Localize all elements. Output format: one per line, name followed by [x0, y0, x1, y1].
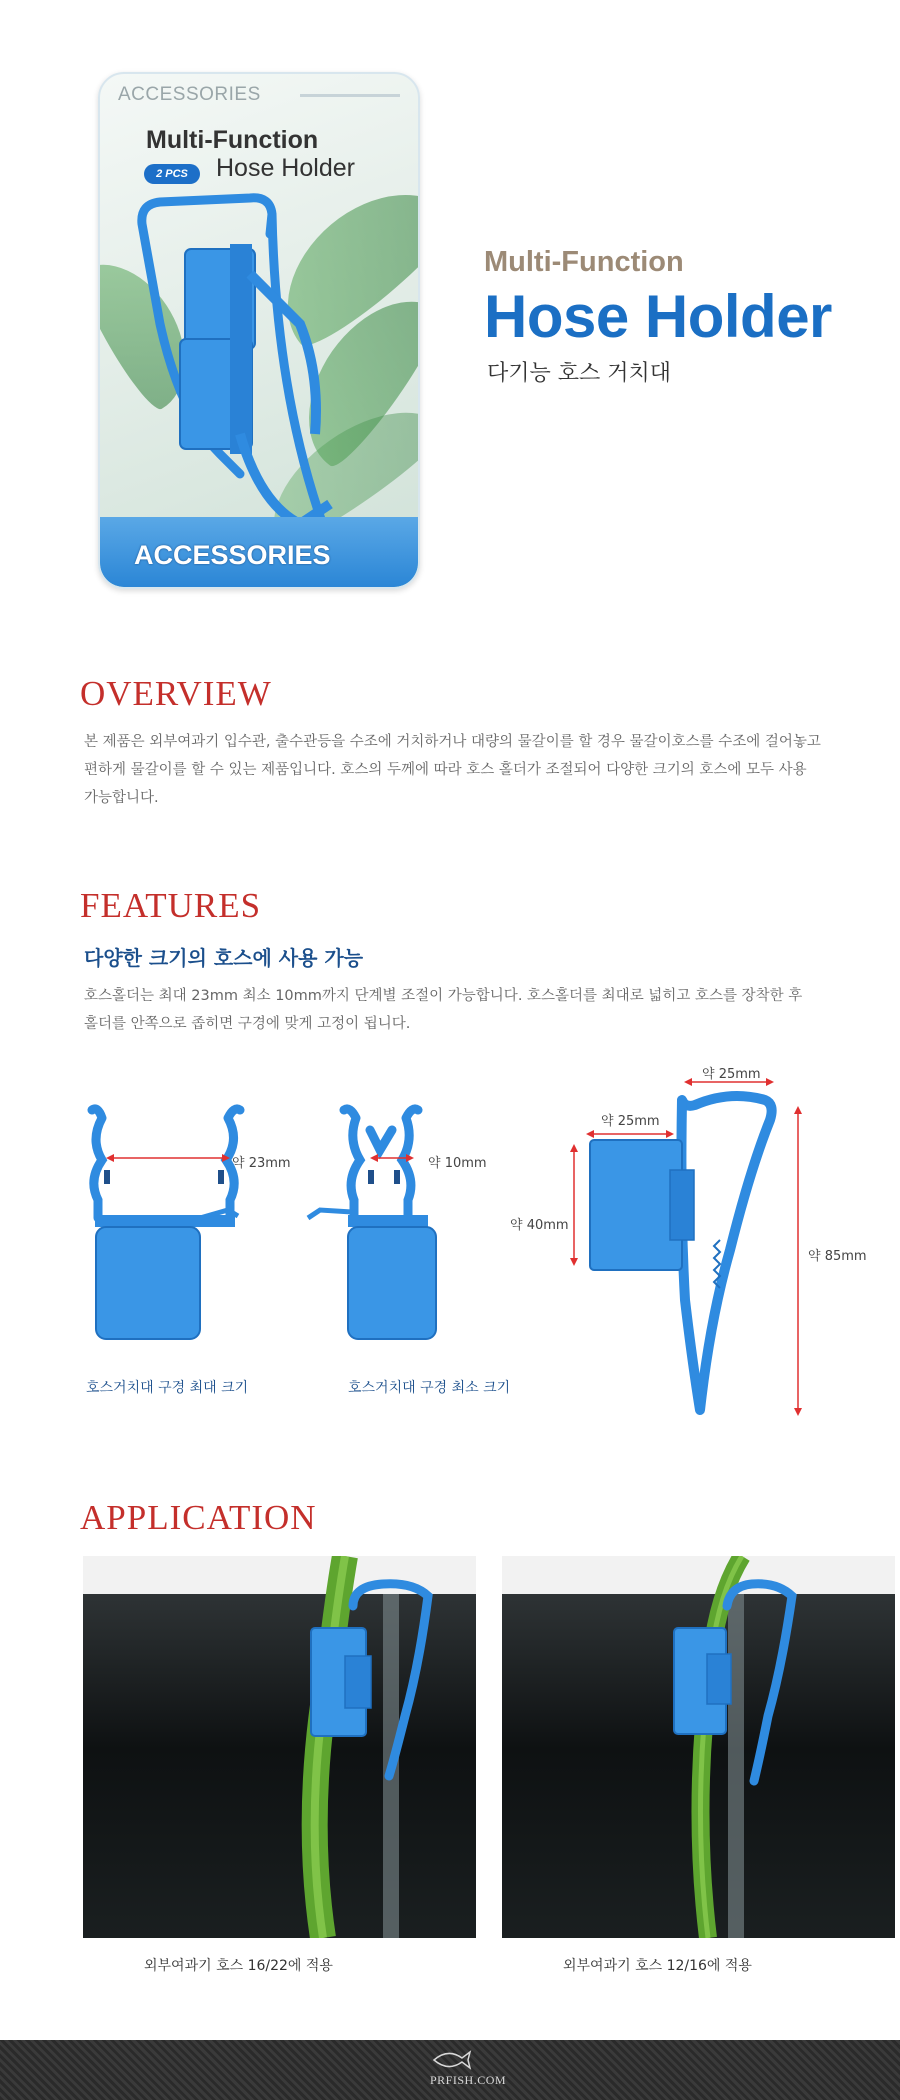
features-subheading: 다양한 크기의 호스에 사용 가능 [84, 946, 364, 970]
holder-min-opening-diagram [300, 1100, 480, 1350]
max-caption: 호스거치대 구경 최대 크기 [86, 1380, 249, 1396]
overview-heading: OVERVIEW [80, 674, 272, 713]
body-height-label: 약 40mm [510, 1218, 569, 1233]
overview-text [84, 728, 874, 812]
overview-line: 가능합니다. [84, 790, 159, 806]
package-top-label: ACCESSORIES [118, 84, 261, 105]
hero-korean-title: 다기능 호스 거치대 [487, 361, 672, 386]
pcs-badge: 2 PCS [144, 164, 200, 184]
max-dimension-label: 약 23mm [232, 1156, 291, 1171]
max-dimension-arrow [106, 1152, 230, 1164]
photo-2-caption: 외부여과기 호스 12/16에 적용 [563, 1958, 752, 1974]
min-dimension-arrow [370, 1152, 414, 1164]
total-height-label: 약 85mm [808, 1249, 867, 1264]
package-title-line2: Hose Holder [216, 154, 355, 182]
overview-line: 본 제품은 외부여과기 입수관, 출수관등을 수조에 거치하거나 대량의 물갈이를 할 경우 물갈이호스를 수조에 걸어놓고 [84, 734, 821, 750]
fish-logo-icon [430, 2046, 474, 2072]
features-line: 호스홀더는 최대 23mm 최소 10mm까지 단계별 조절이 가능합니다. 호스홀더를 최대로 넓히고 호스를 장착한 후 [84, 988, 803, 1004]
hose-holder-on-tank-icon [502, 1556, 895, 1938]
features-heading: FEATURES [80, 886, 262, 925]
hose-holder-in-package-icon [100, 74, 418, 587]
application-photo-1 [83, 1556, 476, 1938]
application-heading: APPLICATION [80, 1498, 317, 1537]
package-bottom-label: ACCESSORIES [134, 540, 331, 570]
min-dimension-label: 약 10mm [428, 1156, 487, 1171]
footer-logo-text[interactable]: PRFISH.COM [430, 2073, 507, 2087]
min-caption: 호스거치대 구경 최소 크기 [348, 1380, 511, 1396]
product-package-image [98, 72, 420, 589]
package-title-line1: Multi-Function [146, 126, 319, 154]
features-line: 홀더를 안쪽으로 좁히면 구경에 맞게 고정이 됩니다. [84, 1016, 411, 1032]
top-width-label: 약 25mm [702, 1067, 761, 1082]
overview-line: 편하게 물갈이를 할 수 있는 제품입니다. 호스의 두께에 따라 호스 홀더가 조절되어 다양한 크기의 호스에 모두 사용 [84, 762, 807, 778]
features-text [84, 982, 874, 1038]
holder-side-dimension-diagram [560, 1060, 810, 1430]
hose-holder-on-tank-icon [83, 1556, 476, 1938]
hero-title: Hose Holder [484, 283, 832, 350]
body-width-label: 약 25mm [601, 1114, 660, 1129]
photo-1-caption: 외부여과기 호스 16/22에 적용 [144, 1958, 333, 1974]
hero-subtitle: Multi-Function [484, 246, 684, 278]
application-photo-2 [502, 1556, 895, 1938]
holder-max-opening-diagram [80, 1100, 260, 1350]
